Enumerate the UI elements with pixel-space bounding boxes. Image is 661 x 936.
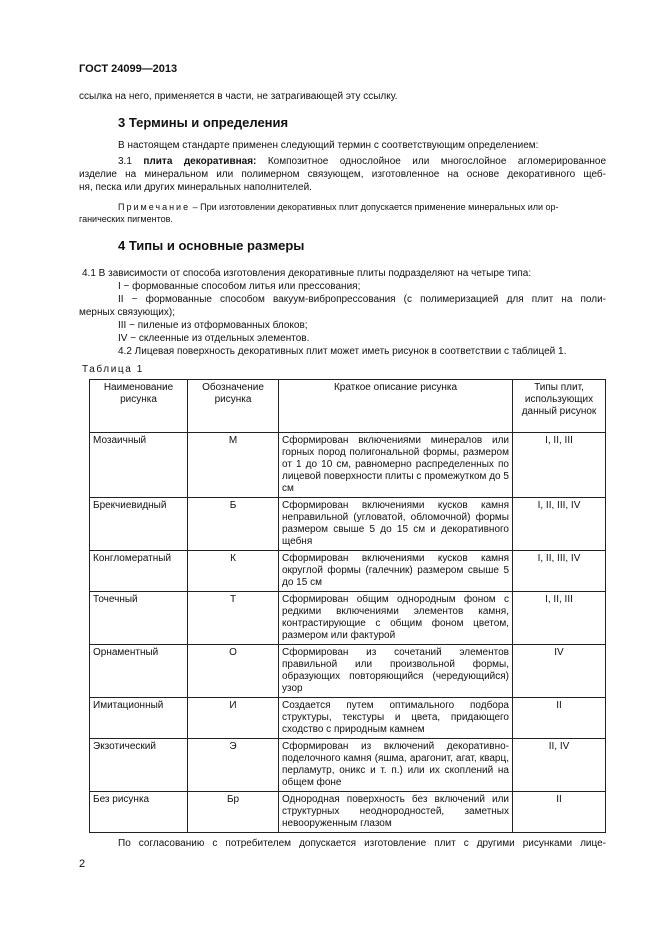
term-definition-line-1 [118,155,606,168]
section-3-paragraph: В настоящем стандарте применен следующий термин с соответствующим определением: [118,140,539,151]
cell-name: Брекчиевидный [90,498,188,551]
cell-name: Конгломератный [90,551,188,592]
cell-name: Мозаичный [90,433,188,498]
type-2-line-2: мерных связующих); [79,307,175,318]
cell-description: Сформирован включениями кусков камня неправильной (угловатой, обломочной) формы размером свыше 5 до 15 см и декоративного щебня [279,498,513,551]
type-3: III − пиленые из отформованных блоков; [118,320,308,331]
section-4-title: 4 Типы и основные размеры [118,238,305,253]
cell-name: Имитационный [90,698,188,739]
cell-description: Сформирован из сочетаний элементов правильной или произвольной формы, образующих повторяющийся (чередующийся) узор [279,645,513,698]
cell-name: Точечный [90,592,188,645]
cell-description: Сформирован включениями минералов или горных пород полигональной формы, размером от 1 до 10 см, равномерно распределенных по лицевой поверхности плиты с промежутком до 5 см [279,433,513,498]
table-caption: Таблица 1 [82,364,144,375]
cell-description: Создается путем оптимального подбора структуры, текстуры и цвета, придающего сходство с природным камнем [279,698,513,739]
clause-4-2: 4.2 Лицевая поверхность декоративных плит может иметь рисунок в соответствии с таблицей 1. [118,346,567,357]
page-number: 2 [79,858,86,870]
cell-description: Однородная поверхность без включений или структурных неоднородностей, заметных невооруженным глазом [279,792,513,833]
note-line-2: ганических пигментов. [79,214,173,224]
note-label: Примечание [118,202,191,212]
term-name: плита декоративная: [143,156,257,167]
header-types: Типы плит, использующих данный рисунок [513,380,606,433]
table-row [90,433,606,498]
header-description: Краткое описание рисунка [279,380,513,433]
term-definition-line-2: изделие на минеральном или полимерном связующем, изготовленное на основе декоративного щеб- [79,169,606,180]
cell-description: Сформирован из включений декоративно-поделочного камня (яшма, арагонит, агат, кварц, перламутр, оникс и т. п.) или их скоплений на общем фоне [279,739,513,792]
cell-name: Без рисунка [90,792,188,833]
table-1 [89,379,606,833]
header-code: Обозначение рисунка [188,380,279,433]
cell-types: II [513,698,606,739]
table-row [90,698,606,739]
section-3-title: 3 Термины и определения [118,115,289,130]
cell-code: М [188,433,279,498]
cell-code: К [188,551,279,592]
cell-types: II [513,792,606,833]
cell-name: Орнаментный [90,645,188,698]
type-4: IV − склеенные из отдельных элементов. [118,333,310,344]
term-definition-line-3: ня, песка или других минеральных наполнителей. [79,182,312,193]
cell-types: I, II, III [513,433,606,498]
term-number: 3.1 [118,156,132,167]
note-line-1 [118,201,606,213]
cell-types: I, II, III, IV [513,498,606,551]
table-row [90,792,606,833]
table-header-row [90,380,606,433]
cell-types: I, II, III [513,592,606,645]
type-2-line-1: II − формованные способом вакуум-вибропрессования (с полимеризацией для плит на поли- [118,294,606,305]
table-row [90,739,606,792]
cell-description: Сформирован включениями кусков камня округлой формы (галечник) размером свыше 5 до 15 см [279,551,513,592]
cell-code: Бр [188,792,279,833]
cell-code: Э [188,739,279,792]
table-row [90,551,606,592]
intro-text: ссылка на него, применяется в части, не затрагивающей эту ссылку. [79,91,398,102]
cell-description: Сформирован общим однородным фоном с редкими включениями элементов камня, контрастирующие с общим фоном цветом, размером или фактурой [279,592,513,645]
cell-code: О [188,645,279,698]
cell-code: Т [188,592,279,645]
document-header: ГОСТ 24099—2013 [79,63,178,75]
cell-name: Экзотический [90,739,188,792]
type-1: I − формованные способом литья или прессования; [118,281,361,292]
clause-4-1: 4.1 В зависимости от способа изготовления декоративные плиты подразделяют на четыре типа: [82,268,532,279]
table-row [90,645,606,698]
table-row [90,498,606,551]
header-name: Наименование рисунка [90,380,188,433]
cell-types: IV [513,645,606,698]
cell-types: I, II, III, IV [513,551,606,592]
cell-code: Б [188,498,279,551]
cell-types: II, IV [513,739,606,792]
cell-code: И [188,698,279,739]
table-row [90,592,606,645]
after-table-text: По согласованию с потребителем допускается изготовление плит с другими рисунками лице- [118,838,606,849]
note-text: – При изготовлении декоративных плит допускается применение минеральных или ор- [190,202,559,212]
term-definition-start: Композитное однослойное или многослойное агломерированное [267,156,607,167]
